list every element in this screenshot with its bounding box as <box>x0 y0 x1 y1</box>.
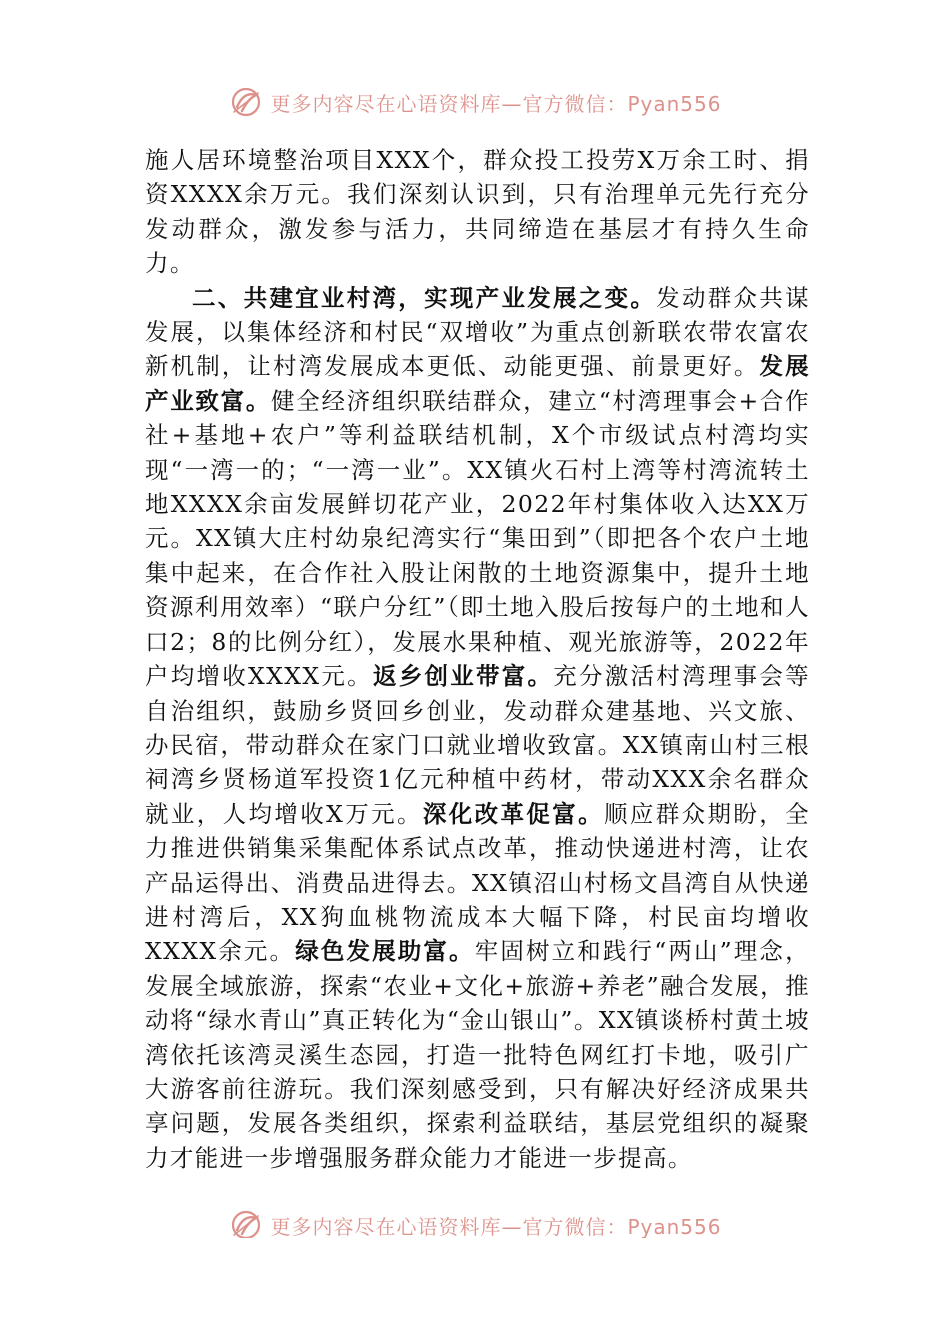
paragraph-2 <box>145 281 810 1176</box>
paragraph-text: 顺应群众期盼，全力推进供销集采集配体系试点改革，推动快递进村湾，让农产品运得出、消费品进得去。XX镇沼山村杨文昌湾自从快递进村湾后，XX狗血桃物流成本大幅下降，村民亩均增收XXXX余元。 <box>145 799 810 966</box>
section-heading: 二、共建宜业村湾，实现产业发展之变。 <box>192 283 657 312</box>
subheading-return-entrepreneurship: 返乡创业带富。 <box>372 662 554 691</box>
paragraph-text: 充分激活村湾理事会等自治组织，鼓励乡贤回乡创业，发动群众建基地、兴文旅、办民宿，带动群众在家门口就业增收致富。XX镇南山村三根祠湾乡贤杨道军投资1亿元种植中药材，带动XXX余名群众就业，人均增收X万元。 <box>145 662 810 828</box>
document-body <box>145 143 810 1175</box>
watermark-text: 更多内容尽在心语资料库—官方微信：Pyan556 <box>270 1214 722 1238</box>
paragraph-1 <box>145 143 810 281</box>
subheading-reform: 深化改革促富。 <box>422 799 604 828</box>
seal-logo-icon <box>228 85 264 119</box>
paragraph-text: 健全经济组织联结群众，建立“村湾理事会+合作社+基地+农户”等利益联结机制，X个市级试点村湾均实现“一湾一的；“一湾一业”。XX镇火石村上湾等村湾流转土地XXXX余亩发展鲜切花产业，2022年村集体收入达XX万元。XX镇大庄村幼泉纪湾实行“集田到”（即把各个农户土地集中起来，在合作社入股让闲散的土地资源集中，提升土地资源利用效率）“联户分红”（即土地入股后按每户的土地和人口2；8的比例分红），发展水果种植、观光旅游等，2022年户均增收XXXX元。 <box>145 386 810 691</box>
watermark-text: 更多内容尽在心语资料库—官方微信：Pyan556 <box>270 91 722 116</box>
subheading-green-development: 绿色发展助富。 <box>295 937 475 966</box>
paragraph-text: 发动群众共谋发展，以集体经济和村民“双增收”为重点创新联农带农富农新机制，让村湾发展成本更低、动能更强、前景更好。 <box>145 283 811 381</box>
paragraph-text: 牢固树立和践行“两山”理念，发展全域旅游，探索“农业+文化+旅游+养老”融合发展，推动将“绿水青山”真正转化为“金山银山”。XX镇谈桥村黄土坡湾依托该湾灵溪生态园，打造一批特色网红打卡地，吸引广大游客前往游玩。我们深刻感受到，只有解决好经济成果共享问题，发展各类组织，探索利益联结，基层党组织的凝聚力才能进一步增强服务群众能力才能进一步提高。 <box>145 937 810 1172</box>
paragraph-text: 施人居环境整治项目XXX个，群众投工投劳X万余工时、捐资XXXX余万元。我们深刻认识到，只有治理单元先行充分发动群众，激发参与活力，共同缔造在基层才有持久生命力。 <box>145 146 810 278</box>
footer-watermark <box>0 1204 950 1238</box>
subheading-industry: 发展产业致富。 <box>145 352 810 415</box>
header-watermark <box>0 82 950 122</box>
seal-logo-icon <box>228 1208 264 1238</box>
